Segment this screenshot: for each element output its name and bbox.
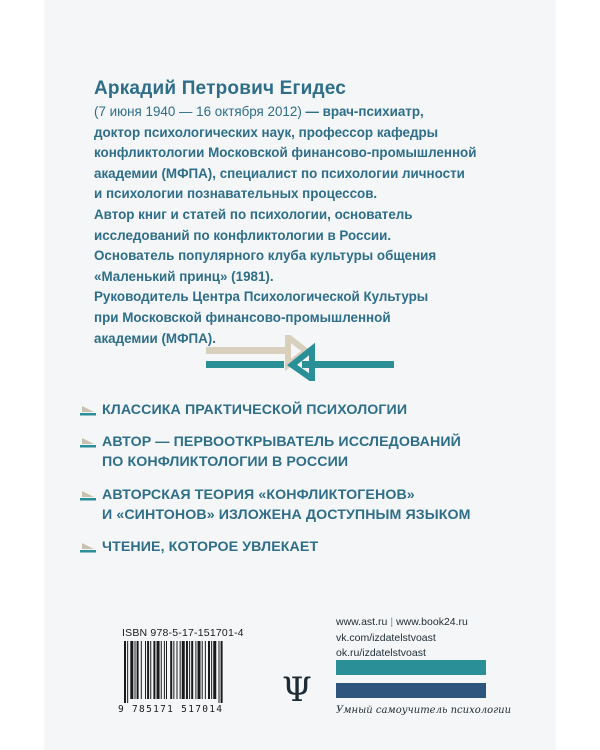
bio-line: при Московской финансово-промышленной	[94, 309, 391, 325]
bio-line: исследований по конфликтологии в России.	[94, 227, 392, 243]
barcode-stripe	[182, 641, 185, 699]
barcode-stripe	[147, 641, 149, 699]
flag-bullet-icon	[80, 543, 96, 553]
feature-item: КЛАССИКА ПРАКТИЧЕСКОЙ ПСИХОЛОГИИ	[80, 400, 407, 420]
barcode-stripe	[170, 641, 172, 699]
bio-line: «Маленький принц» (1981).	[94, 268, 274, 284]
author-name: Аркадий Петрович Егидес	[94, 78, 347, 99]
flag-bullet-icon	[80, 438, 96, 448]
bio-line: Автор книг и статей по психологии, основатель	[94, 206, 413, 222]
barcode-stripe	[164, 641, 165, 699]
barcode-stripe	[198, 641, 201, 699]
barcode-stripe	[221, 641, 223, 703]
barcode-stripe	[177, 641, 178, 699]
series-bars	[336, 660, 486, 698]
bio-line: Руководитель Центра Психологической Культуры	[94, 289, 429, 305]
barcode-stripe	[141, 641, 142, 699]
barcode-stripe	[189, 641, 190, 699]
publisher-logo: Ψ	[282, 670, 312, 710]
feature-item: ЧТЕНИЕ, КОТОРОЕ УВЛЕКАЕТ	[80, 537, 318, 557]
barcode-stripe	[173, 641, 174, 699]
bio-line: Основатель популярного клуба культуры общения	[94, 248, 437, 264]
flag-bullet-icon	[80, 491, 96, 501]
barcode-icon	[122, 641, 258, 703]
barcode-stripe	[219, 641, 220, 703]
navy-bar	[336, 683, 486, 698]
bio-line: академии (МФПА).	[94, 330, 216, 346]
crossed-arrows-icon	[206, 335, 396, 381]
barcode-number: 9 785171 517014	[118, 704, 224, 715]
barcode-stripe	[191, 641, 193, 699]
barcode-stripe	[208, 641, 210, 699]
publisher-links: www.ast.ru | www.book24.ru vk.com/izdatelstvoast ok.ru/izdatelstvoast	[336, 615, 468, 662]
barcode-stripe	[195, 641, 196, 699]
feature-item: АВТОРСКАЯ ТЕОРИЯ «КОНФЛИКТОГЕНОВ» И «СИНТОНОВ» ИЗЛОЖЕНА ДОСТУПНЫМ ЯЗЫКОМ	[80, 485, 471, 525]
barcode-stripe	[124, 641, 126, 703]
series-name: Умный самоучитель психологии	[336, 705, 512, 716]
barcode-stripe	[211, 641, 212, 699]
barcode-stripe	[166, 641, 167, 699]
barcode-stripe	[127, 641, 128, 703]
bio-line: и психологии познавательных процессов.	[94, 186, 378, 202]
link-ok[interactable]: ok.ru/izdatelstvoast	[336, 647, 426, 659]
feature-item: АВТОР — ПЕРВООТКРЫВАТЕЛЬ ИССЛЕДОВАНИЙ ПО КОНФЛИКТОЛОГИИ В РОССИИ	[80, 432, 461, 472]
bio-line: конфликтологии Московской финансово-промышленной	[94, 145, 477, 161]
barcode-stripe	[153, 641, 155, 699]
teal-bar	[336, 660, 486, 675]
barcode-stripe	[161, 641, 162, 699]
barcode-stripe	[157, 641, 160, 699]
barcode-stripe	[205, 641, 206, 699]
link-ast[interactable]: www.ast.ru	[336, 616, 388, 628]
barcode-stripe	[145, 641, 146, 699]
barcode-stripe	[135, 641, 136, 699]
barcode-stripe	[186, 641, 188, 699]
bio-line: академии (МФПА), специалист по психологии личности	[94, 165, 465, 181]
barcode-stripe	[202, 641, 203, 699]
barcode-stripe	[137, 641, 139, 699]
isbn: ISBN 978-5-17-151701-4	[122, 627, 244, 639]
link-vk[interactable]: vk.com/izdatelstvoast	[336, 631, 436, 644]
author-bio	[94, 102, 534, 349]
barcode-stripe	[150, 641, 151, 699]
flag-bullet-icon	[80, 406, 96, 416]
barcode-stripe	[180, 641, 181, 699]
bio-line: (7 июня 1940 — 16 октября 2012) — врач-психиатр,	[94, 104, 424, 119]
barcode-stripe	[130, 641, 133, 699]
link-book24[interactable]: www.book24.ru	[396, 616, 468, 628]
barcode-stripe	[213, 641, 216, 699]
bio-line: доктор психологических наук, профессор кафедры	[94, 124, 439, 140]
